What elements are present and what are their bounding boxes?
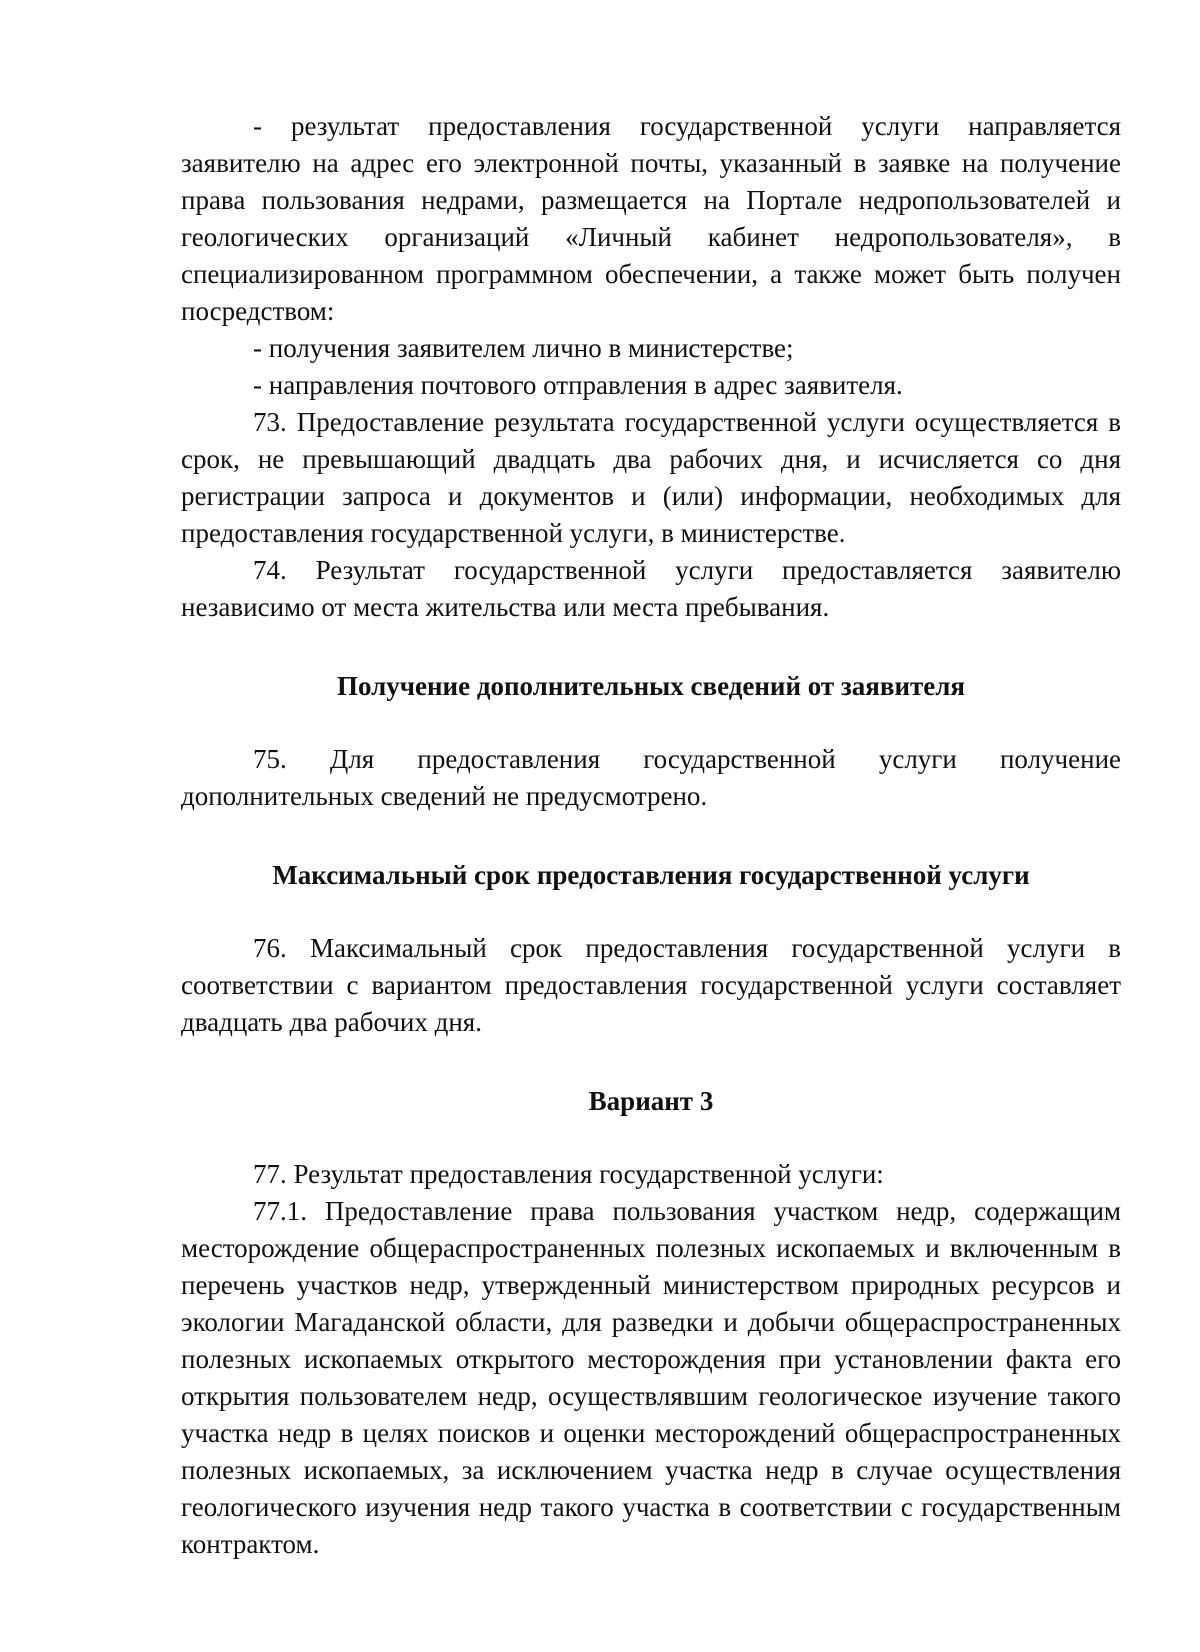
spacer (181, 626, 1121, 668)
list-item-postal-delivery: - направления почтового отправления в адрес заявителя. (253, 370, 903, 400)
spacer (181, 894, 1121, 930)
spacer (181, 815, 1121, 857)
paragraph-74: 74. Результат государственной услуги предоставляется заявителю независимо от места жительства или места пребывания. (181, 555, 1121, 622)
paragraph-77: 77. Результат предоставления государственной услуги: (253, 1159, 884, 1189)
spacer (181, 705, 1121, 741)
paragraph-75: 75. Для предоставления государственной услуги получение дополнительных сведений не предусмотрено. (181, 744, 1121, 811)
paragraph-76: 76. Максимальный срок предоставления государственной услуги в соответствии с вариантом предоставления государственной услуги составляет двадцать два рабочих дня. (181, 933, 1121, 1037)
section-heading-variant-3: Вариант 3 (588, 1086, 714, 1116)
spacer (181, 1041, 1121, 1083)
list-item-personal-receipt: - получения заявителем лично в министерстве; (253, 333, 794, 363)
section-heading-max-term: Максимальный срок предоставления государственной услуги (272, 860, 1030, 890)
section-heading-additional-info: Получение дополнительных сведений от заявителя (336, 671, 966, 701)
paragraph-73: 73. Предоставление результата государственной услуги осуществляется в срок, не превышающий двадцать два рабочих дня, и исчисляется со дня регистрации запроса и документов и (или) информации, необходимых для предоставления государственной услуги, в министерстве. (181, 407, 1121, 548)
paragraph-77-1: 77.1. Предоставление права пользования участком недр, содержащим месторождение общераспространенных полезных ископаемых и включенным в перечень участков недр, утвержденный министерством природных ресурсов и экологии Магаданской области, для разведки и добычи общераспространенных полезных ископаемых открытого месторождения при установлении факта его открытия пользователем недр, осуществлявшим геологическое изучение такого участка недр в целях поисков и оценки месторождений общераспространенных полезных ископаемых, за исключением участка недр в случае осуществления геологического изучения недр такого участка в соответствии с государственным контрактом. (181, 1196, 1121, 1559)
paragraph-result-delivery: - результат предоставления государственной услуги направляется заявителю на адрес его электронной почты, указанный в заявке на получение права пользования недрами, размещается на Портале недропользователей и геологических организаций «Личный кабинет недропользователя», в специализированном программном обеспечении, а также может быть получен посредством: (181, 111, 1121, 326)
spacer (181, 1120, 1121, 1156)
document-page (181, 108, 1121, 1563)
